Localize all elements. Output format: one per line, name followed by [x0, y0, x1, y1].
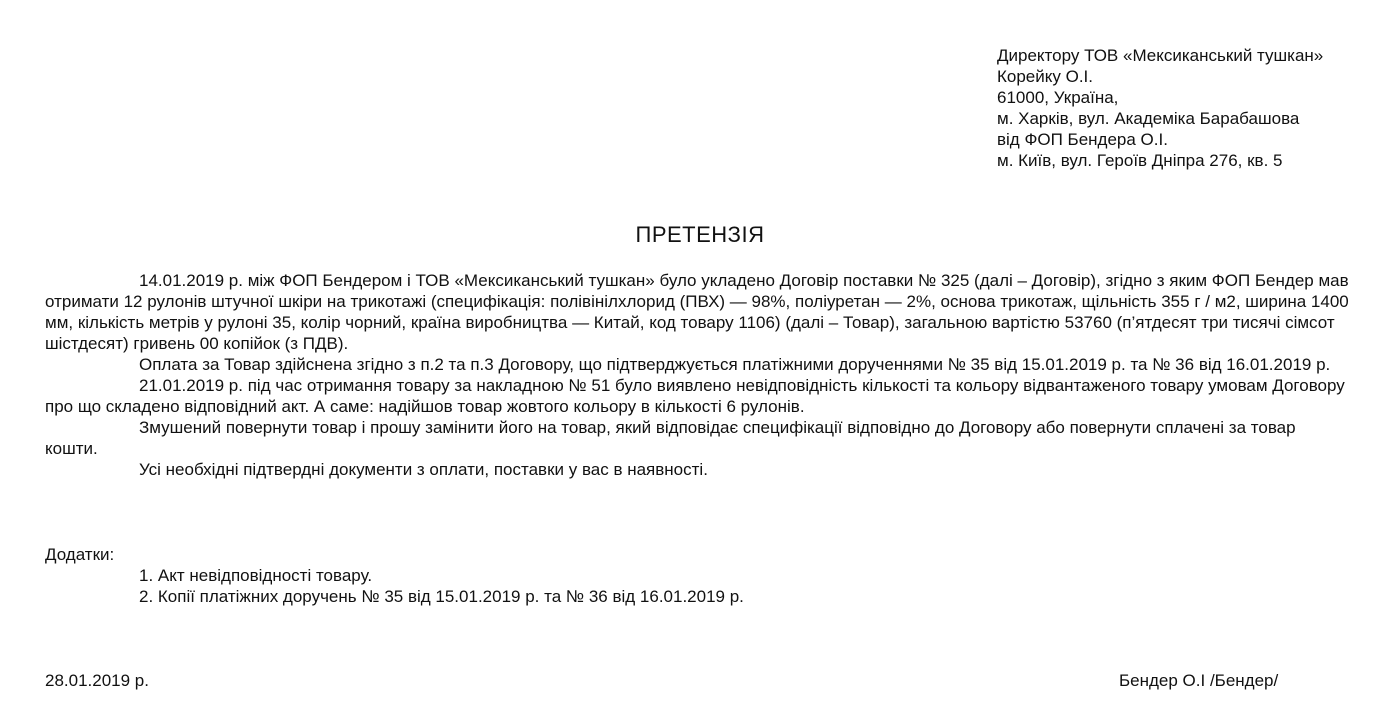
body-paragraph: Оплата за Товар здійснена згідно з п.2 та п.3 Договору, що підтверджується платіжними дорученнями № 35 від 15.01.2019 р. та № 36 від 16.01.2019 р.: [139, 355, 1331, 374]
attachments-label: Додатки:: [45, 545, 115, 564]
addressee-line: м. Київ, вул. Героїв Дніпра 276, кв. 5: [997, 151, 1283, 170]
addressee-line: Корейку О.І.: [997, 67, 1094, 86]
body-paragraph: Змушений повернути товар і прошу замінити його на товар, який відповідає специфікації відповідно до Договору або повернути сплачені за товар кошти.: [45, 418, 1296, 458]
attachments-list: [139, 565, 744, 607]
document-date: 28.01.2019 р.: [45, 671, 149, 690]
document-title: ПРЕТЕНЗІЯ: [635, 222, 765, 247]
signature: Бендер О.І /Бендер/: [1119, 671, 1279, 690]
addressee-line: Директору ТОВ «Мексиканський тушкан»: [997, 46, 1324, 65]
addressee-line: від ФОП Бендера О.І.: [997, 130, 1168, 149]
body-paragraph: Усі необхідні підтвердні документи з оплати, поставки у вас в наявності.: [139, 460, 708, 479]
addressee-line: м. Харків, вул. Академіка Барабашова: [997, 109, 1300, 128]
claim-body: [45, 270, 1350, 480]
attachment-item: 2. Копії платіжних доручень № 35 від 15.01.2019 р. та № 36 від 16.01.2019 р.: [139, 587, 744, 606]
addressee-block: [997, 45, 1392, 171]
body-paragraph: 14.01.2019 р. між ФОП Бендером і ТОВ «Мексиканський тушкан» було укладено Договір поставки № 325 (далі – Договір), згідно з яким ФОП Бендер мав отримати 12 рулонів штучної шкіри на трикотажі (специфікація: полівінілхлорид (ПВХ) — 98%, поліуретан — 2%, основа трикотаж, щільність 355 г / м2, ширина 1400 мм, кількість метрів у рулоні 35, колір чорний, країна виробництва — Китай, код товару 1106) (далі – Товар), загальною вартістю 53760 (п’ятдесят три тисячі сімсот шістдесят) гривень 00 копійок (з ПДВ).: [45, 271, 1349, 353]
body-paragraph: 21.01.2019 р. під час отримання товару за накладною № 51 було виявлено невідповідність кількості та кольору відвантаженого товару умовам Договору про що складено відповідний акт. А саме: надійшов товар жовтого кольору в кількості 6 рулонів.: [45, 376, 1345, 416]
addressee-line: 61000, Україна,: [997, 88, 1119, 107]
attachment-item: 1. Акт невідповідності товару.: [139, 566, 373, 585]
